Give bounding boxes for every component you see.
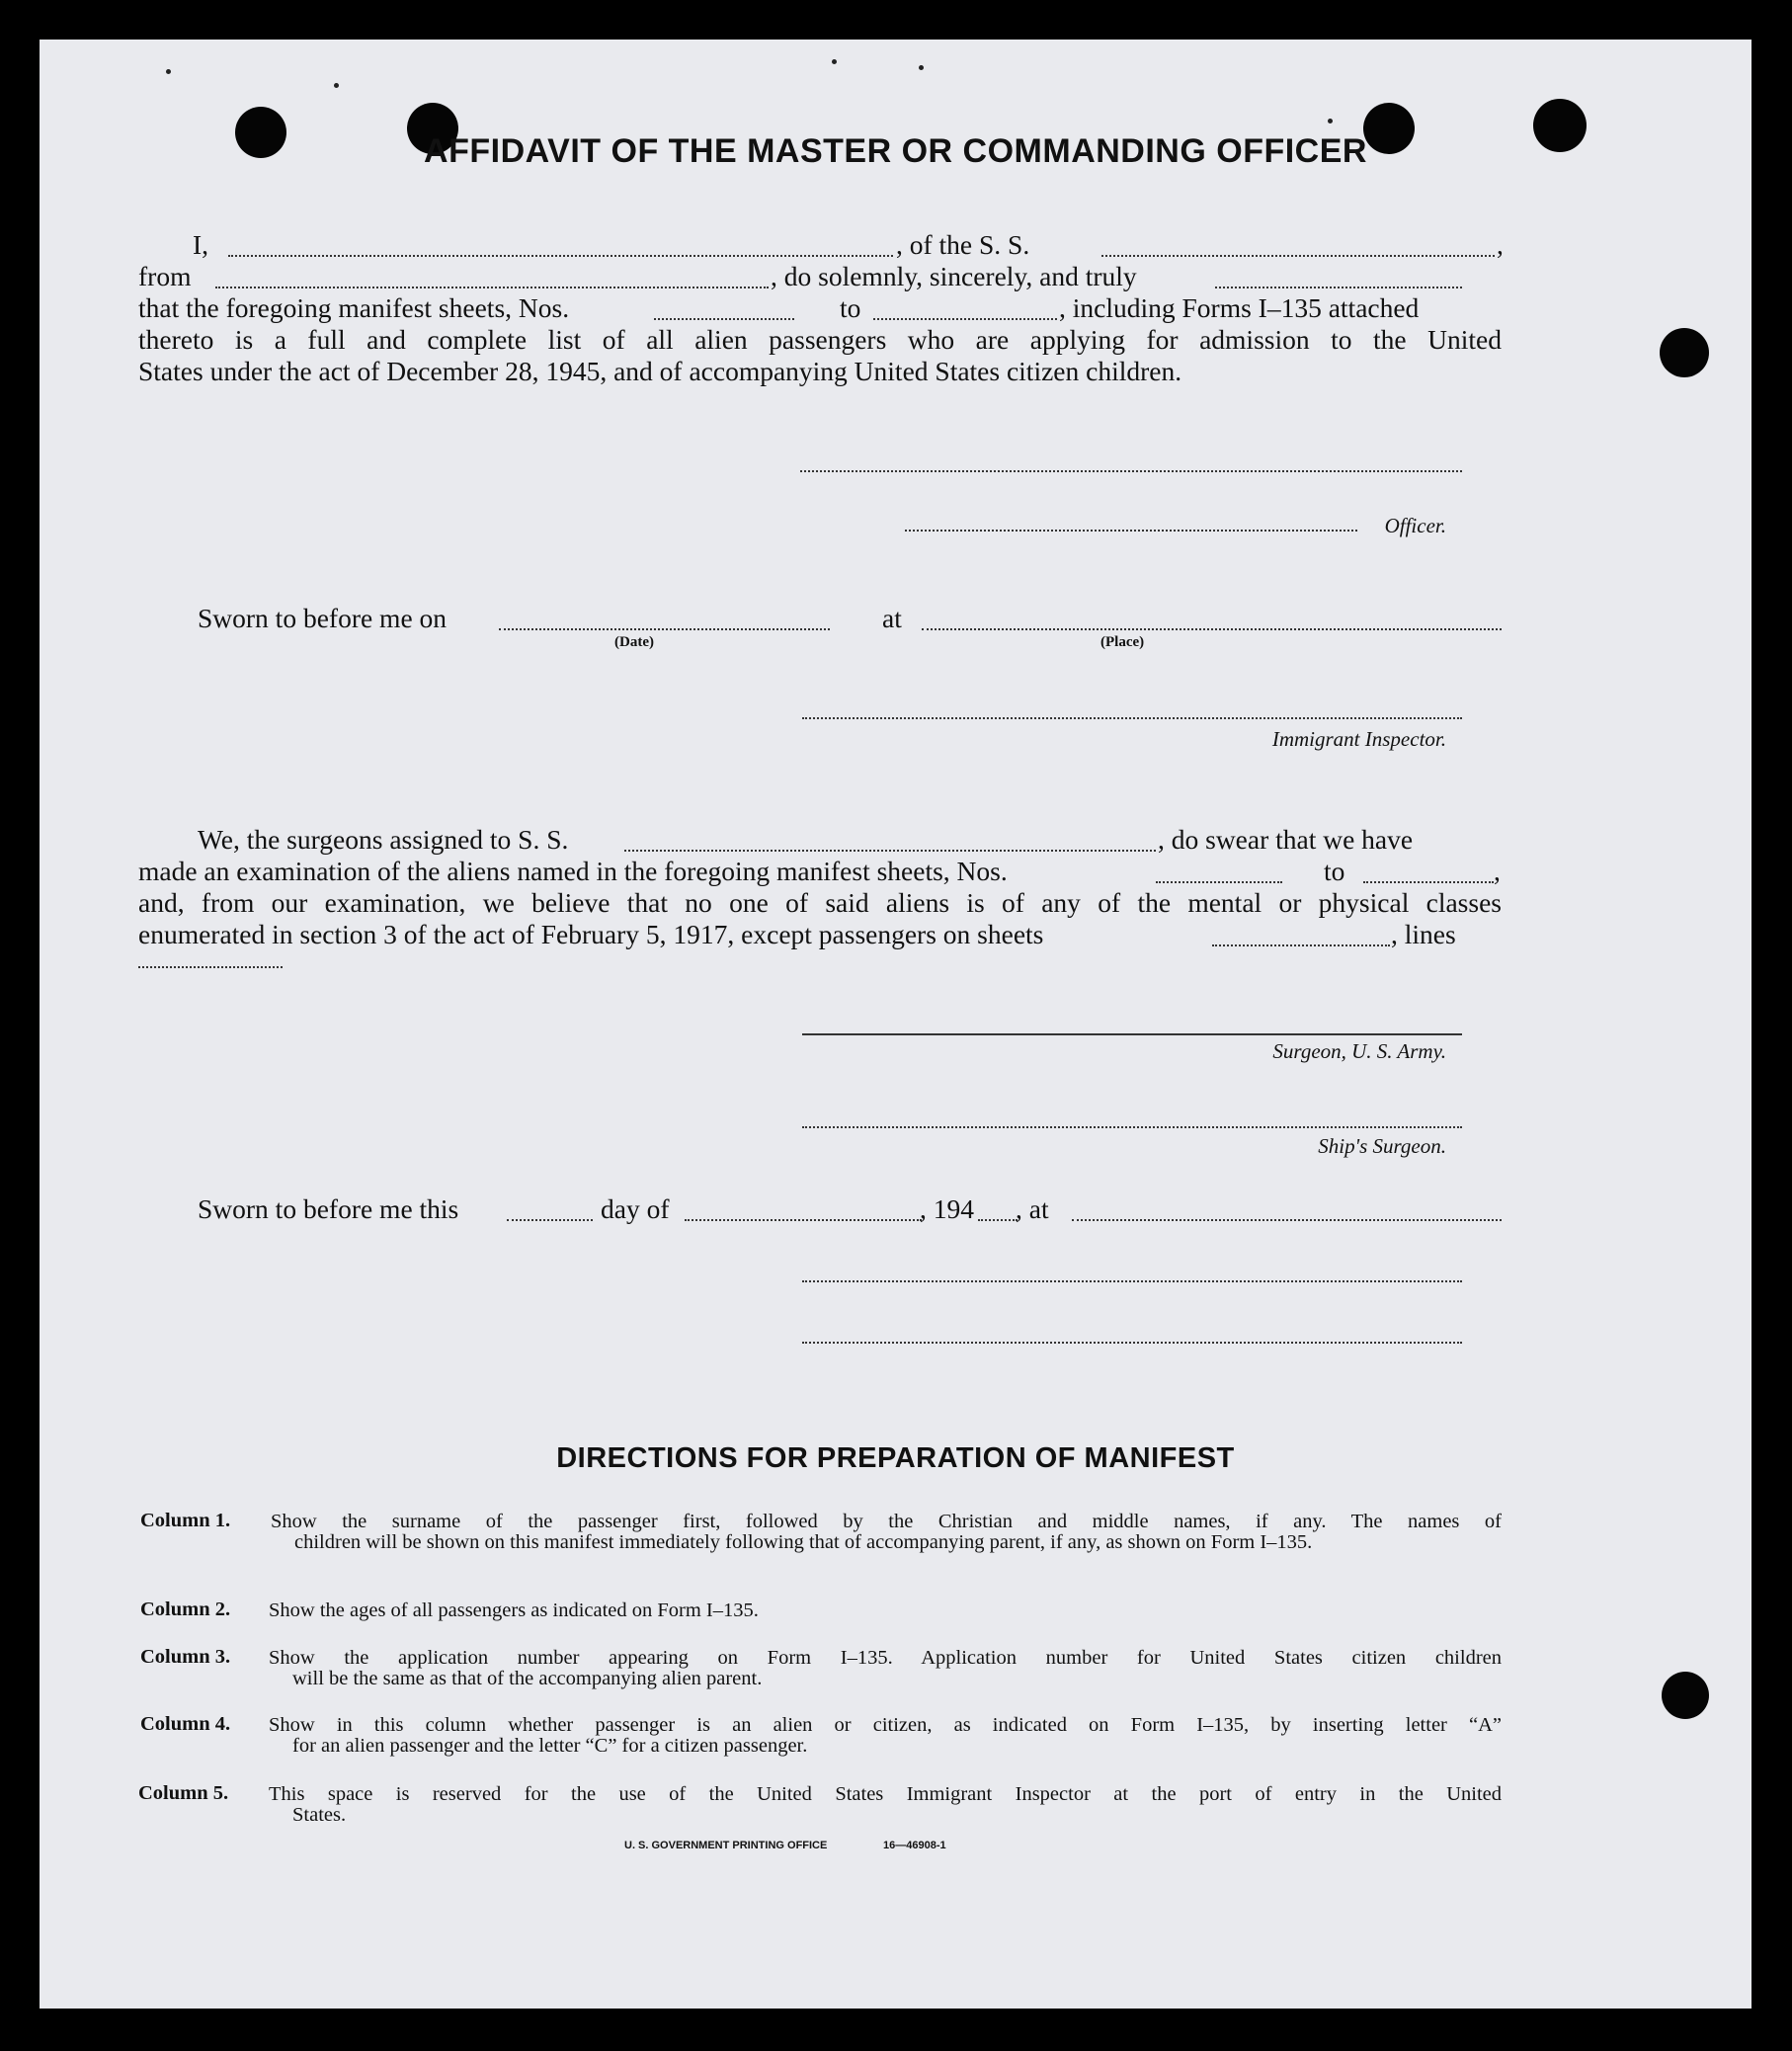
column-3-label: Column 3.	[140, 1646, 231, 1668]
army-surgeon-label: Surgeon, U. S. Army.	[1272, 1039, 1446, 1063]
affidavit-line-5: States under the act of December 28, 1945, and of accompanying United States citizen children.	[138, 356, 1182, 386]
affidavit-line-1: I, , of the S. S. ,	[193, 229, 1504, 260]
surgeons-ship-field[interactable]	[624, 850, 1156, 852]
column-3-text: Show the application number appearing on Form I–135. Application number for United States citizen children will be the same as that of the accompanying alien parent.	[269, 1647, 1502, 1689]
page-title: AFFIDAVIT OF THE MASTER OR COMMANDING OFFICER	[424, 132, 1367, 170]
column-1-text: Show the surname of the passenger first, followed by the Christian and middle names, if any. The names of children will be shown on this manifest immediately following that of accompanying parent, if any, as shown on Form I–135.	[271, 1511, 1502, 1553]
form-page	[40, 40, 1751, 2009]
column-2-label: Column 2.	[140, 1599, 231, 1620]
place-caption: (Place)	[1100, 634, 1145, 650]
affidavit-line-3: that the foregoing manifest sheets, Nos. to , including Forms I–135 attached	[138, 292, 1420, 323]
sworn-year-field[interactable]	[978, 1219, 1018, 1221]
column-5-text: This space is reserved for the use of the United States Immigrant Inspector at the port of entry in the United States.	[269, 1783, 1502, 1826]
punch-hole	[1662, 1672, 1709, 1719]
speck	[166, 69, 171, 74]
surgeons-line-2: made an examination of the aliens named in the foregoing manifest sheets, Nos. to ,	[138, 856, 1501, 886]
printer-imprint: U. S. GOVERNMENT PRINTING OFFICE	[624, 1840, 828, 1851]
exam-sheet-from-field[interactable]	[1156, 881, 1282, 883]
directions-title: DIRECTIONS FOR PREPARATION OF MANIFEST	[556, 1442, 1235, 1474]
inspector-label: Immigrant Inspector.	[1271, 727, 1446, 751]
manifest-sheet-from-field[interactable]	[654, 318, 794, 320]
form-code: 16—46908-1	[883, 1840, 946, 1851]
ship-surgeon-signature-line[interactable]	[802, 1126, 1462, 1128]
punch-hole	[1660, 328, 1709, 377]
sworn-signature-line-2[interactable]	[802, 1342, 1462, 1344]
date-caption: (Date)	[614, 634, 654, 650]
affidavit-ship-label: , of the S. S.	[896, 229, 1030, 260]
speck	[334, 83, 339, 88]
column-2-text: Show the ages of all passengers as indicated on Form I–135.	[269, 1600, 759, 1621]
affidavit-line-4: thereto is a full and complete list of all alien passengers who are applying for admission to the United	[138, 324, 1502, 355]
speck	[919, 65, 924, 70]
surgeons-line-3: and, from our examination, we believe that no one of said aliens is of any of the mental or physical classes	[138, 887, 1502, 918]
officer-signature-line[interactable]	[800, 470, 1462, 472]
ship-surgeon-label: Ship's Surgeon.	[1318, 1134, 1446, 1158]
sworn-date-field[interactable]	[499, 628, 830, 630]
sworn-date-line: Sworn to before me on at	[198, 603, 1502, 636]
inspector-signature-line[interactable]	[802, 717, 1462, 719]
sworn-month-field[interactable]	[685, 1219, 922, 1221]
excepted-sheets-field[interactable]	[1212, 944, 1390, 946]
sworn-day-field[interactable]	[507, 1219, 593, 1221]
from-port-field[interactable]	[215, 287, 769, 288]
master-name-field[interactable]	[228, 255, 893, 257]
army-surgeon-signature-line[interactable]	[802, 1033, 1462, 1035]
column-1-label: Column 1.	[140, 1510, 231, 1531]
manifest-sheet-to-field[interactable]	[873, 318, 1057, 320]
surgeons-line-4: enumerated in section 3 of the act of February 5, 1917, except passengers on sheets , lines	[138, 919, 1456, 949]
affidavit-i: I,	[193, 229, 209, 260]
speck	[832, 59, 837, 64]
ship-name-field[interactable]	[1101, 255, 1495, 257]
sworn-day-line: Sworn to before me this day of , 194 , at	[198, 1193, 1502, 1227]
surgeons-line-1: We, the surgeons assigned to S. S. , do swear that we have	[198, 824, 1414, 855]
column-4-text: Show in this column whether passenger is an alien or citizen, as indicated on Form I–135, by inserting letter “A” for an alien passenger and the letter “C” for a citizen passenger.	[269, 1714, 1502, 1757]
excepted-lines-field[interactable]	[138, 966, 283, 968]
column-4-label: Column 4.	[140, 1713, 231, 1735]
affidavit-line-2: from , do solemnly, sincerely, and truly	[138, 261, 1502, 294]
officer-label: Officer.	[1384, 514, 1446, 537]
speck	[1328, 119, 1333, 123]
sworn-place-field-2[interactable]	[1072, 1219, 1502, 1221]
sworn-place-field[interactable]	[922, 628, 1502, 630]
exam-sheet-to-field[interactable]	[1363, 881, 1494, 883]
officer-title-line[interactable]	[905, 530, 1357, 532]
sworn-signature-line-1[interactable]	[802, 1280, 1462, 1282]
column-5-label: Column 5.	[138, 1782, 229, 1804]
oath-field[interactable]	[1215, 287, 1462, 288]
